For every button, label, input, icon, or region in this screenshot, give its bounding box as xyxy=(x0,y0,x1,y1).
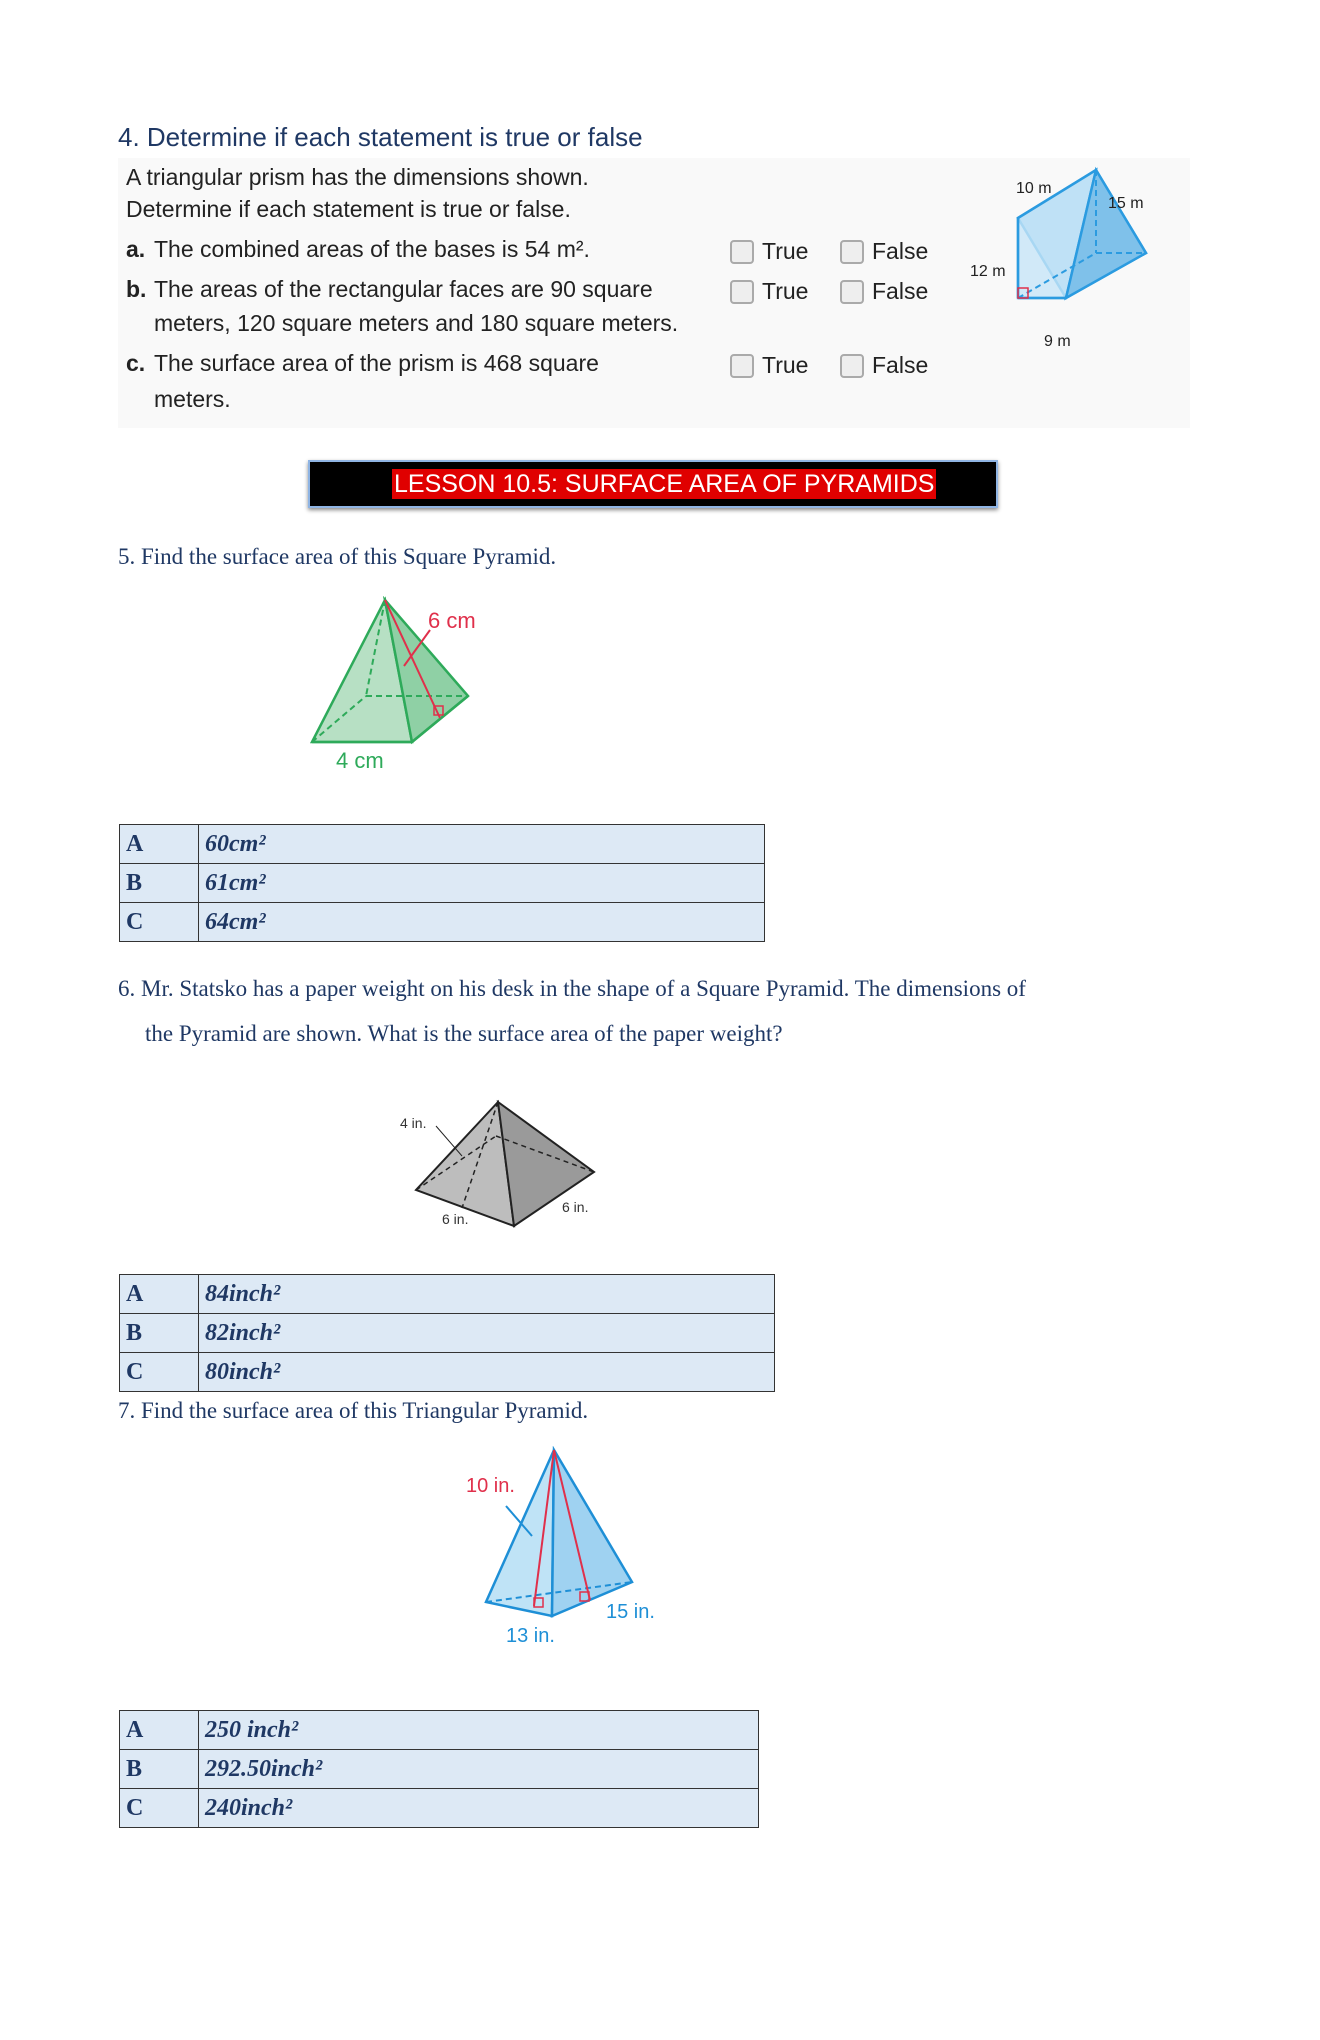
option-letter: B xyxy=(120,1750,199,1789)
option-value: 240inch² xyxy=(199,1789,759,1828)
q4-a-letter: a. xyxy=(126,236,146,262)
square-pyramid-figure-q5 xyxy=(300,596,500,776)
q4-b-true-checkbox[interactable] xyxy=(730,280,754,304)
q4-b-true-label: True xyxy=(762,278,809,304)
question-6-text-line1: 6. Mr. Statsko has a paper weight on his desk in the shape of a Square Pyramid. The dimensions of xyxy=(118,976,1026,1001)
q7-base-label: 13 in. xyxy=(506,1625,555,1646)
q4-b-false-checkbox[interactable] xyxy=(840,280,864,304)
q6-slant-label: 4 in. xyxy=(400,1115,427,1131)
option-letter: A xyxy=(120,825,199,864)
option-value: 64cm² xyxy=(199,903,765,942)
option-value: 84inch² xyxy=(199,1275,775,1314)
q6-base2-label: 6 in. xyxy=(562,1199,589,1215)
question-5-text: 5. Find the surface area of this Square Pyramid. xyxy=(118,544,557,569)
q6-option-b[interactable] xyxy=(120,1314,775,1353)
prism-base-label: 9 m xyxy=(1044,333,1071,350)
q4-c-letter: c. xyxy=(126,350,146,376)
prism-height-label: 12 m xyxy=(970,263,1006,280)
q5-option-b[interactable] xyxy=(120,864,765,903)
q4-c-false-label: False xyxy=(872,352,929,378)
question-4-title: 4. Determine if each statement is true or false xyxy=(118,122,643,152)
question-7-text: 7. Find the surface area of this Triangular Pyramid. xyxy=(118,1398,589,1423)
option-value: 250 inch² xyxy=(199,1711,759,1750)
q4-a-false-checkbox[interactable] xyxy=(840,240,864,264)
q7-option-a[interactable] xyxy=(120,1711,759,1750)
option-value: 60cm² xyxy=(199,825,765,864)
lesson-banner xyxy=(308,460,998,508)
q6-base1-label: 6 in. xyxy=(442,1211,469,1227)
question-4-panel xyxy=(118,158,1190,428)
option-letter: A xyxy=(120,1275,199,1314)
q4-a-true-label: True xyxy=(762,238,809,264)
prism-top-label: 10 m xyxy=(1016,180,1052,197)
q4-b-text-line2: meters, 120 square meters and 180 square meters. xyxy=(154,310,679,336)
q4-c-true-label: True xyxy=(762,352,809,378)
option-letter: C xyxy=(120,903,199,942)
option-value: 80inch² xyxy=(199,1353,775,1392)
q5-options-table xyxy=(119,824,765,942)
option-letter: C xyxy=(120,1789,199,1828)
q4-a-true-checkbox[interactable] xyxy=(730,240,754,264)
q4-c-text-line1: The surface area of the prism is 468 square xyxy=(154,350,599,376)
q4-b-false-label: False xyxy=(872,278,929,304)
q6-options-table xyxy=(119,1274,775,1392)
q4-b-text-line1: The areas of the rectangular faces are 90 square xyxy=(154,276,653,302)
q5-option-c[interactable] xyxy=(120,903,765,942)
option-value: 82inch² xyxy=(199,1314,775,1353)
option-value: 61cm² xyxy=(199,864,765,903)
q7-slant-label: 10 in. xyxy=(466,1475,515,1497)
question-6-text-line2: the Pyramid are shown. What is the surface area of the paper weight? xyxy=(145,1021,783,1046)
q4-a-false-label: False xyxy=(872,238,929,264)
q7-option-b[interactable] xyxy=(120,1750,759,1789)
q6-option-a[interactable] xyxy=(120,1275,775,1314)
q4-c-false-checkbox[interactable] xyxy=(840,354,864,378)
q7-options-table xyxy=(119,1710,759,1828)
q7-side-label: 15 in. xyxy=(606,1601,655,1623)
option-letter: A xyxy=(120,1711,199,1750)
q4-c-true-checkbox[interactable] xyxy=(730,354,754,378)
q5-option-a[interactable] xyxy=(120,825,765,864)
q5-base-label: 4 cm xyxy=(336,748,384,773)
option-value: 292.50inch² xyxy=(199,1750,759,1789)
prism-side-label: 15 m xyxy=(1108,195,1144,212)
q4-b-letter: b. xyxy=(126,276,147,302)
option-letter: C xyxy=(120,1353,199,1392)
triangular-prism-figure xyxy=(958,158,1190,358)
q6-option-c[interactable] xyxy=(120,1353,775,1392)
q5-slant-label: 6 cm xyxy=(428,608,476,633)
q7-option-c[interactable] xyxy=(120,1789,759,1828)
triangular-pyramid-figure-q7 xyxy=(460,1446,680,1646)
q4-intro-line2: Determine if each statement is true or false. xyxy=(126,196,571,222)
option-letter: B xyxy=(120,864,199,903)
q4-a-text: The combined areas of the bases is 54 m². xyxy=(154,236,590,262)
option-letter: B xyxy=(120,1314,199,1353)
q4-intro-line1: A triangular prism has the dimensions shown. xyxy=(126,164,589,190)
lesson-title: LESSON 10.5: SURFACE AREA OF PYRAMIDS xyxy=(394,470,935,498)
q4-c-text-line2: meters. xyxy=(154,386,231,412)
square-pyramid-figure-q6 xyxy=(396,1096,606,1236)
